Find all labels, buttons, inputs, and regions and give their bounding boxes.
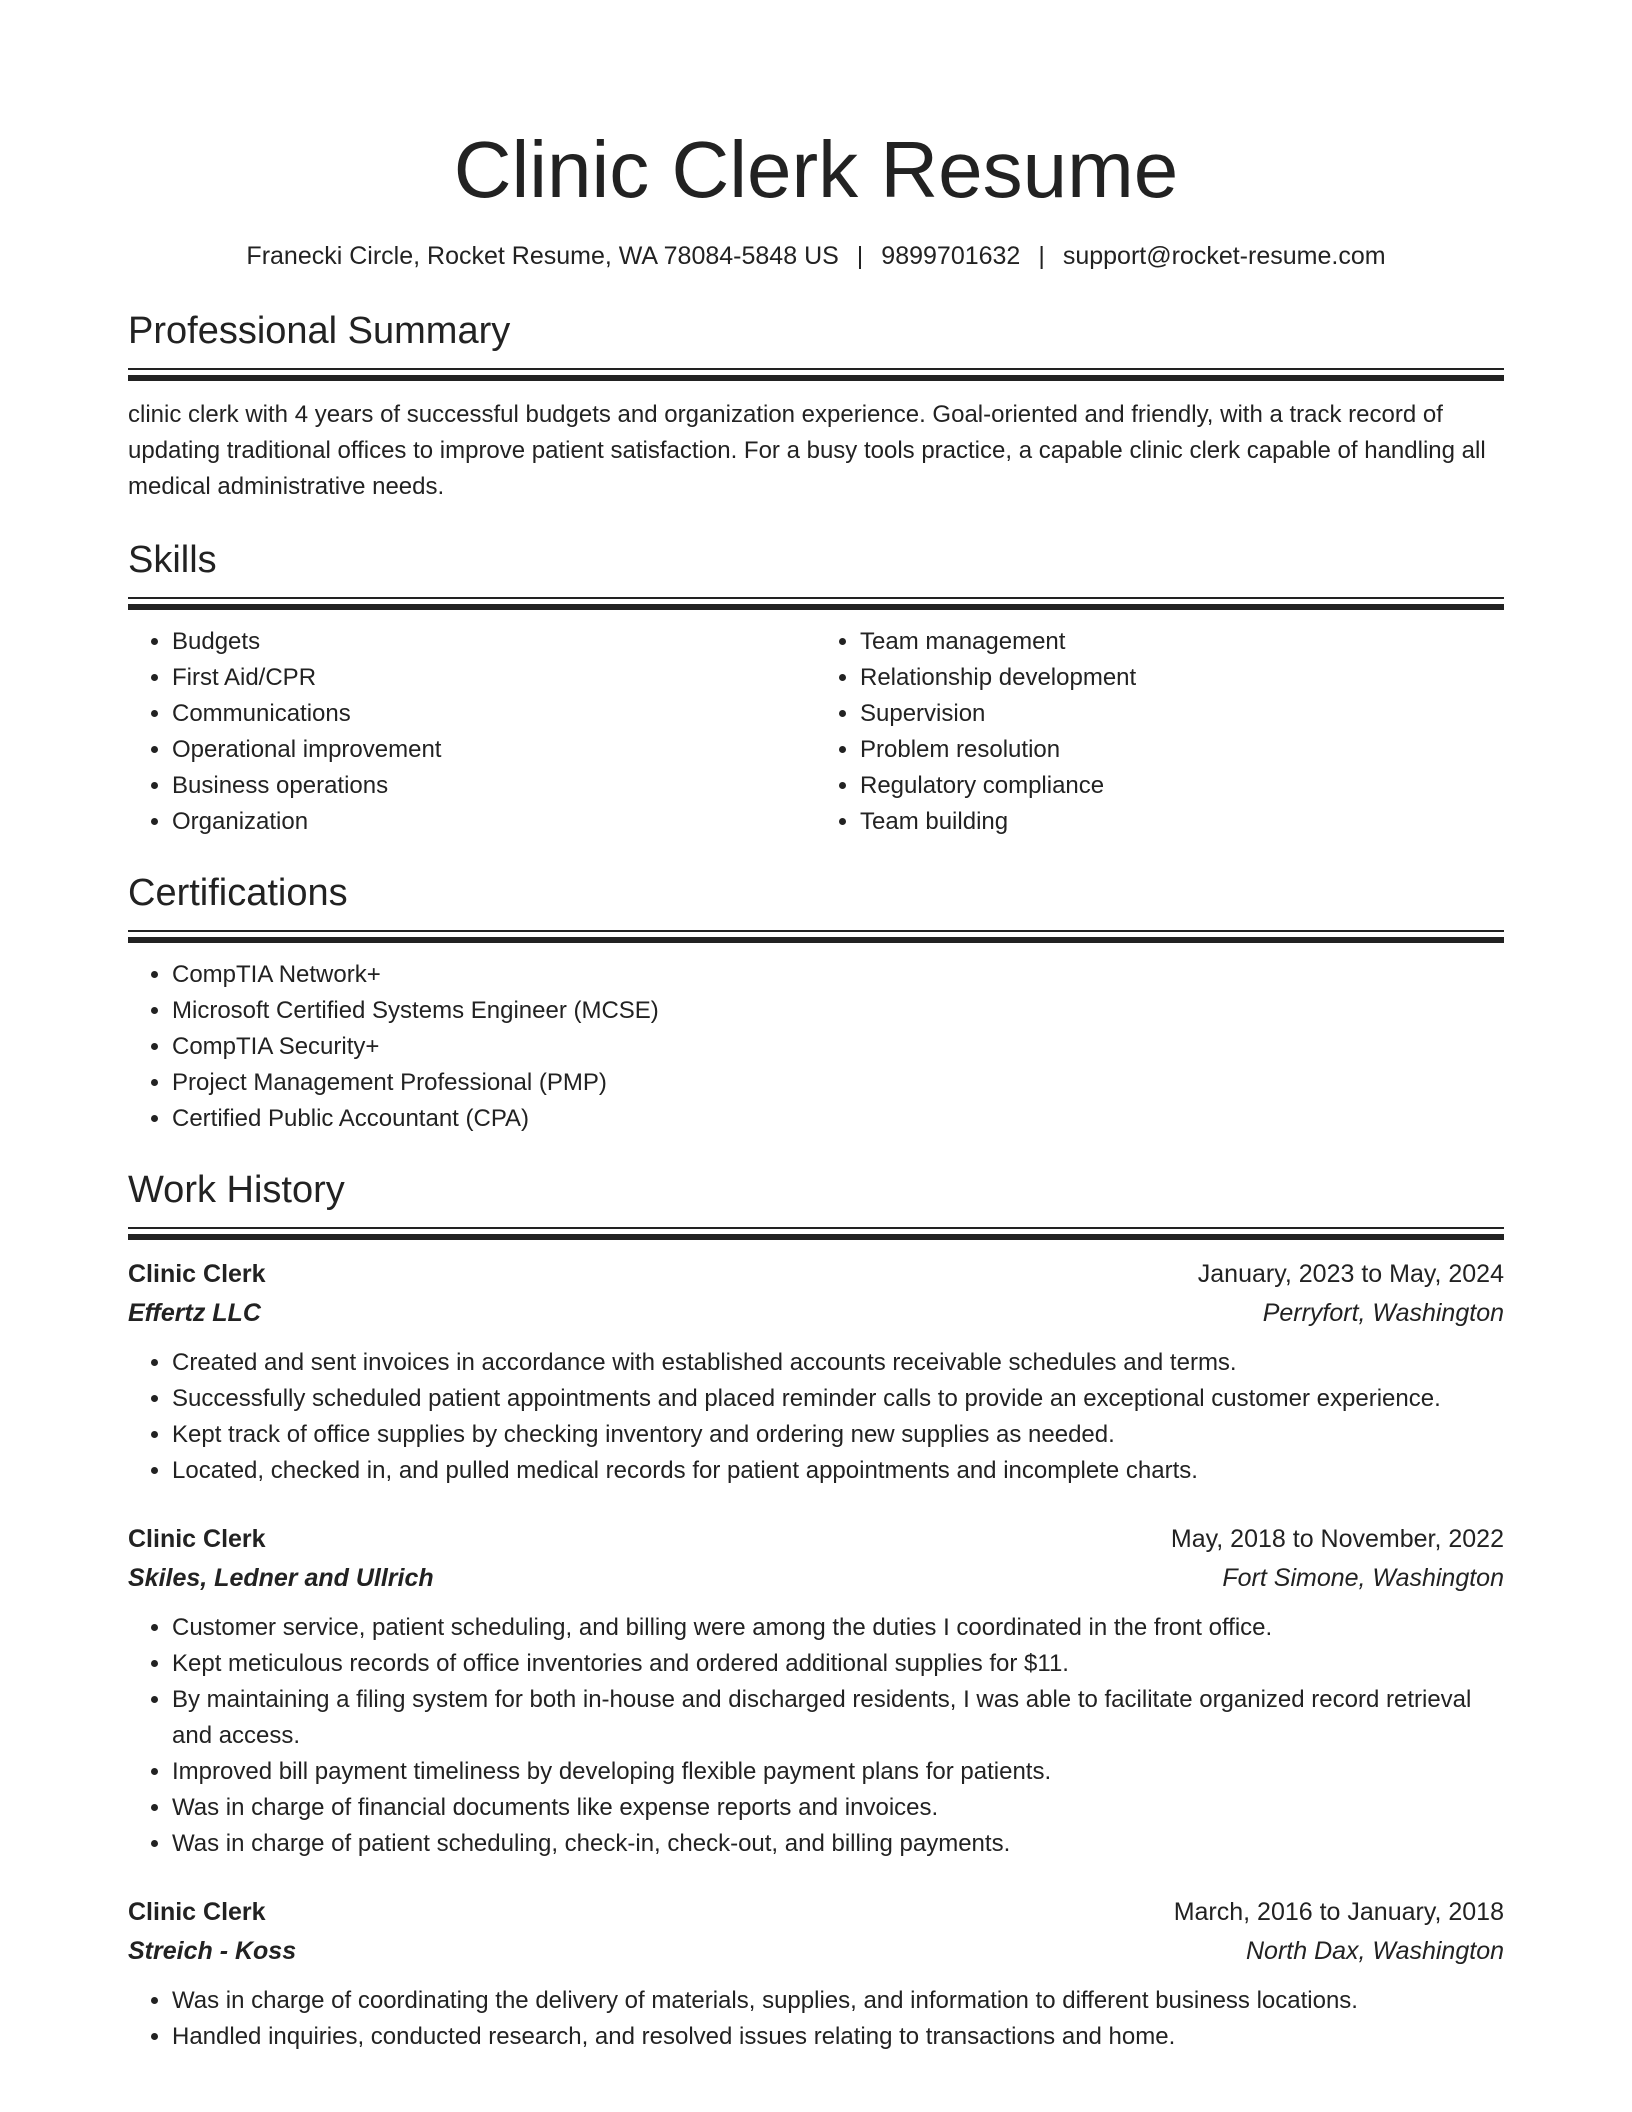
- job-bullet: • Located, checked in, and pulled medical records for patient appointments and incomplete charts.: [172, 1453, 1504, 1489]
- contact-phone: 9899701632: [881, 242, 1021, 270]
- certifications-list: [128, 957, 1504, 1137]
- section-heading-certifications: Certifications: [128, 872, 348, 914]
- section-divider: [128, 368, 1504, 381]
- skills-section: [128, 535, 1504, 840]
- job-header-row: [128, 1894, 1504, 1930]
- skill-item: • Budgets: [172, 624, 816, 660]
- job-dates: May, 2018 to November, 2022: [1170, 1525, 1504, 1553]
- job-bullet: • Kept track of office supplies by checking inventory and ordering new supplies as needed.: [172, 1417, 1504, 1453]
- certification-item: • Project Management Professional (PMP): [172, 1065, 1504, 1101]
- job-title: Clinic Clerk: [128, 1898, 266, 1926]
- section-heading-work-history: Work History: [128, 1169, 345, 1211]
- job-bullets: [128, 1610, 1504, 1862]
- job-bullet: • Successfully scheduled patient appointments and placed reminder calls to provide an exceptional customer experience.: [172, 1381, 1504, 1417]
- summary-text: clinic clerk with 4 years of successful budgets and organization experience. Goal-oriented and friendly, with a track record of updating traditional offices to improve patient satisfaction. For a busy tools practice, a capable clinic clerk capable of handling all medical administrative needs.: [128, 401, 1486, 500]
- job-entry: [128, 1894, 1504, 2055]
- section-divider: [128, 930, 1504, 943]
- work-history-section: [128, 1165, 1504, 2055]
- job-bullet: • By maintaining a filing system for both in-house and discharged residents, I was able to facilitate organized record retrieval and access.: [172, 1682, 1504, 1754]
- job-dates: March, 2016 to January, 2018: [1173, 1898, 1504, 1926]
- skill-item: • Team building: [860, 804, 1504, 840]
- job-entry: [128, 1521, 1504, 1862]
- job-bullet: • Was in charge of patient scheduling, check-in, check-out, and billing payments.: [172, 1826, 1504, 1862]
- contact-separator: |: [856, 242, 864, 270]
- contact-address: Franecki Circle, Rocket Resume, WA 78084-5848 US: [246, 242, 839, 270]
- skill-item: • Supervision: [860, 696, 1504, 732]
- skills-columns: [128, 610, 1504, 840]
- job-dates: January, 2023 to May, 2024: [1197, 1260, 1504, 1288]
- section-heading-summary: Professional Summary: [128, 310, 511, 352]
- skill-item: • First Aid/CPR: [172, 660, 816, 696]
- skill-item: • Organization: [172, 804, 816, 840]
- skill-item: • Business operations: [172, 768, 816, 804]
- certifications-section: [128, 868, 1504, 1137]
- job-entry: [128, 1256, 1504, 1489]
- skill-item: • Operational improvement: [172, 732, 816, 768]
- skill-item: • Team management: [860, 624, 1504, 660]
- job-company-row: [128, 1930, 1504, 1969]
- certification-item: • Certified Public Accountant (CPA): [172, 1101, 1504, 1137]
- contact-separator: |: [1038, 242, 1045, 270]
- section-divider: [128, 597, 1504, 610]
- section-divider: [128, 1227, 1504, 1240]
- section-heading-skills: Skills: [128, 539, 217, 581]
- skill-item: • Regulatory compliance: [860, 768, 1504, 804]
- job-location: Perryfort, Washington: [1262, 1299, 1504, 1327]
- job-bullet: • Was in charge of coordinating the delivery of materials, supplies, and information to different business locations.: [172, 1983, 1504, 2019]
- contact-email: support@rocket-resume.com: [1062, 242, 1386, 270]
- job-header-row: [128, 1521, 1504, 1557]
- job-bullet: • Created and sent invoices in accordance with established accounts receivable schedules and terms.: [172, 1345, 1504, 1381]
- certification-item: • CompTIA Security+: [172, 1029, 1504, 1065]
- job-bullet: • Kept meticulous records of office inventories and ordered additional supplies for $11.: [172, 1646, 1504, 1682]
- job-bullet: • Was in charge of financial documents like expense reports and invoices.: [172, 1790, 1504, 1826]
- skill-item: • Relationship development: [860, 660, 1504, 696]
- skill-item: • Problem resolution: [860, 732, 1504, 768]
- skills-list-right: [816, 624, 1504, 840]
- skill-item: • Communications: [172, 696, 816, 732]
- job-header-row: [128, 1256, 1504, 1292]
- job-title: Clinic Clerk: [128, 1260, 266, 1288]
- job-location: Fort Simone, Washington: [1222, 1564, 1504, 1592]
- job-company-row: [128, 1292, 1504, 1331]
- certification-item: • Microsoft Certified Systems Engineer (MCSE): [172, 993, 1504, 1029]
- job-title: Clinic Clerk: [128, 1525, 266, 1553]
- job-bullets: [128, 1983, 1504, 2055]
- skills-list-left: [128, 624, 816, 840]
- job-location: North Dax, Washington: [1246, 1937, 1504, 1965]
- job-company-row: [128, 1557, 1504, 1596]
- job-company: Streich - Koss: [128, 1937, 297, 1965]
- certification-item: • CompTIA Network+: [172, 957, 1504, 993]
- job-company: Skiles, Ledner and Ullrich: [128, 1564, 434, 1592]
- job-company: Effertz LLC: [128, 1299, 261, 1327]
- job-bullet: • Customer service, patient scheduling, and billing were among the duties I coordinated in the front office.: [172, 1610, 1504, 1646]
- job-bullet: • Improved bill payment timeliness by developing flexible payment plans for patients.: [172, 1754, 1504, 1790]
- job-bullets: [128, 1345, 1504, 1489]
- job-bullet: • Handled inquiries, conducted research, and resolved issues relating to transactions and home.: [172, 2019, 1504, 2055]
- resume-title: Clinic Clerk Resume: [453, 125, 1179, 214]
- summary-section: [128, 306, 1504, 505]
- contact-line: [128, 238, 1504, 274]
